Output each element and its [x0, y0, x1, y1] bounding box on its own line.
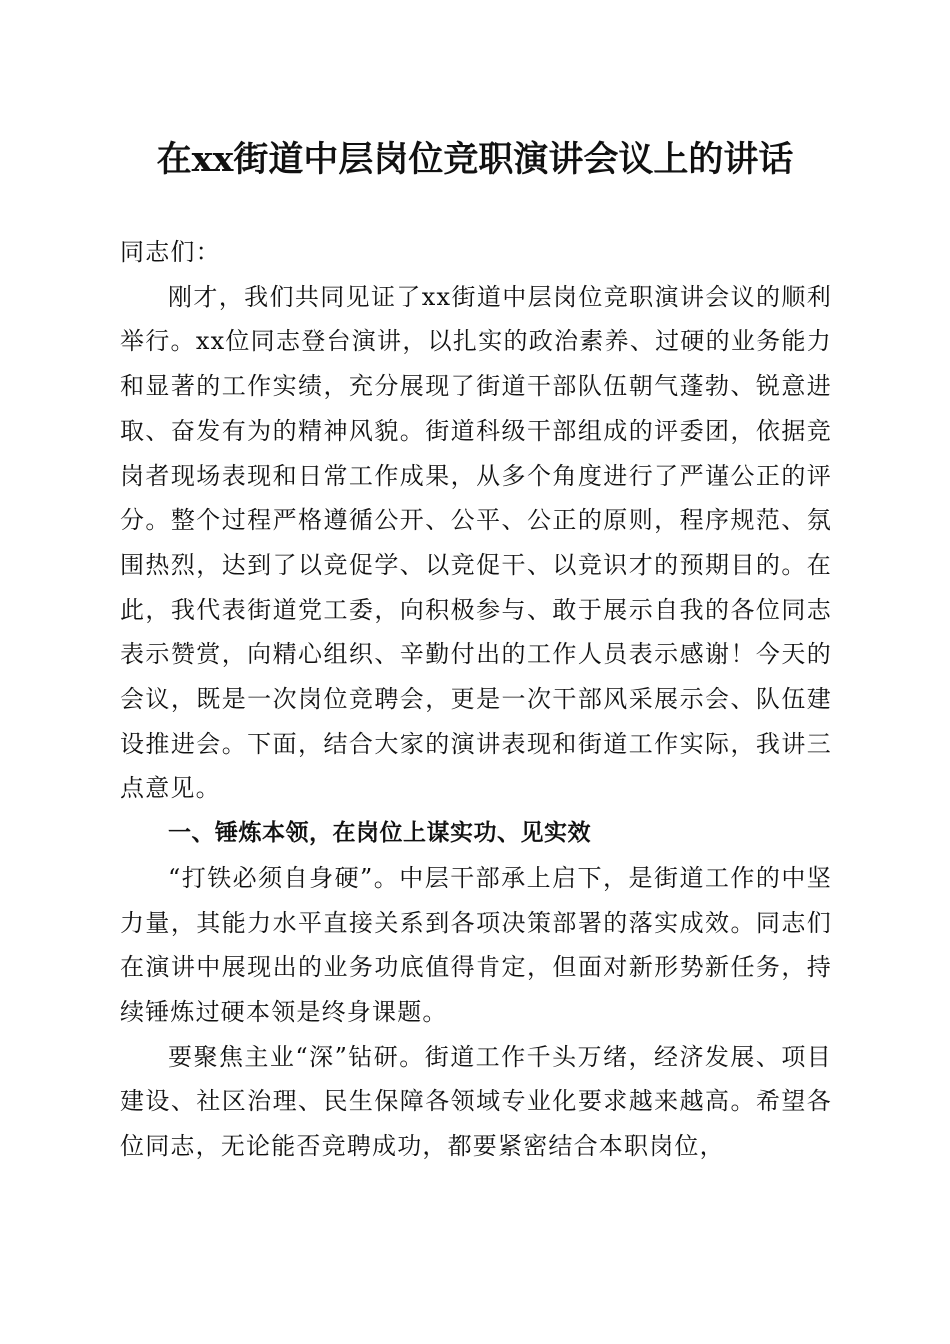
section-paragraph: 要聚焦主业“深”钻研。街道工作千头万绪，经济发展、项目建设、社区治理、民生保障各领域专业化要求越来越高。希望各位同志，无论能否竞聘成功，都要紧密结合本职岗位，: [120, 1042, 832, 1161]
document-body: [120, 230, 832, 1169]
salutation: 同志们：: [120, 238, 221, 266]
section-paragraph: “打铁必须自身硬”。中层干部承上启下，是街道工作的中坚力量，其能力水平直接关系到各项决策部署的落实成效。同志们在演讲中展现出的业务功底值得肯定，但面对新形势新任务，持续锤炼过硬本领是终身课题。: [120, 863, 832, 1026]
section-heading: 一、锤炼本领，在岗位上谋实功、见实效: [168, 820, 591, 847]
document-title: 在xx街道中层岗位竞职演讲会议上的讲话: [156, 139, 794, 180]
opening-paragraph: 刚才，我们共同见证了xx街道中层岗位竞职演讲会议的顺利举行。xx位同志登台演讲，以扎实的政治素养、过硬的业务能力和显著的工作实绩，充分展现了街道干部队伍朝气蓬勃、锐意进取、奋发有为的精神风貌。街道科级干部组成的评委团，依据竞岗者现场表现和日常工作成果，从多个角度进行了严谨公正的评分。整个过程严格遵循公开、公平、公正的原则，程序规范、氛围热烈，达到了以竞促学、以竞促干、以竞识才的预期目的。在此，我代表街道党工委，向积极参与、敢于展示自我的各位同志表示赞赏，向精心组织、辛勤付出的工作人员表示感谢！今天的会议，既是一次岗位竞聘会，更是一次干部风采展示会、队伍建设推进会。下面，结合大家的演讲表现和街道工作实际，我讲三点意见。: [120, 282, 832, 803]
